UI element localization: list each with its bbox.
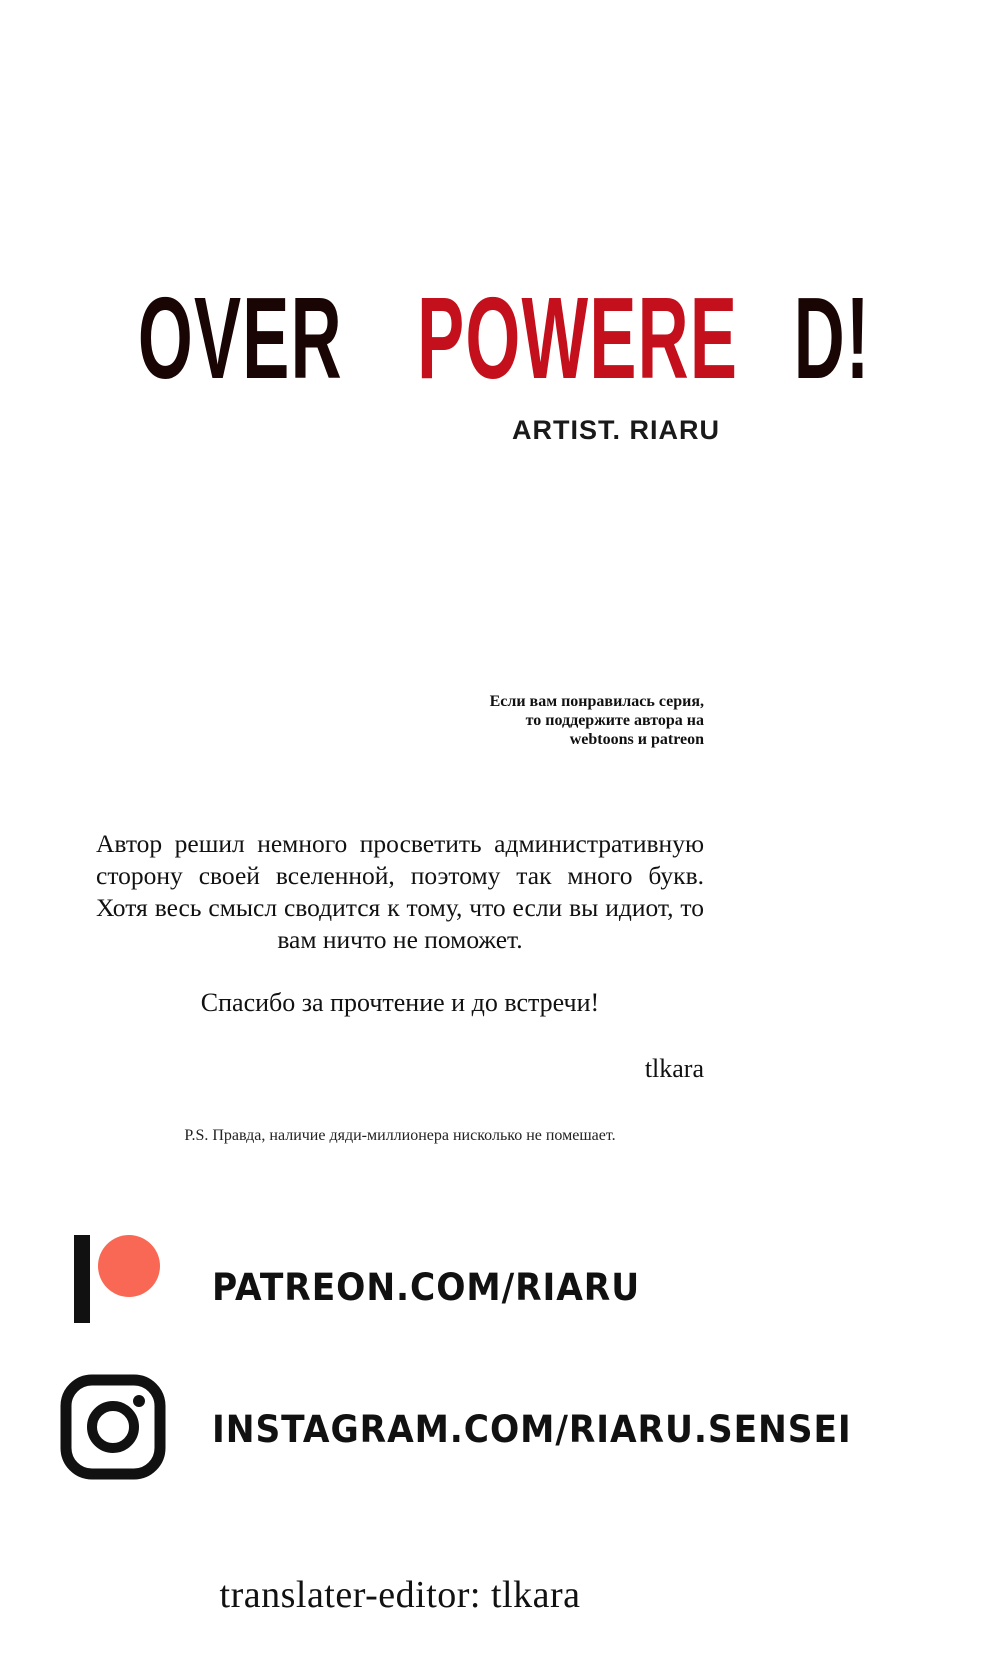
- patreon-link-label: PATREON.COM/RIARU: [212, 1266, 641, 1309]
- title-part-over: OVER: [137, 273, 343, 403]
- translator-credits: translater-editor: tlkara: [219, 1574, 581, 1616]
- support-note-line: то поддержите автора на: [525, 712, 704, 729]
- patreon-link[interactable]: [212, 1266, 672, 1309]
- title-part-d: D!: [794, 273, 871, 403]
- patreon-icon-circle: [98, 1235, 160, 1297]
- title-part-powere: POWERE: [416, 273, 738, 403]
- signature: tlkara: [644, 1054, 704, 1083]
- support-note-line: webtoons и patreon: [569, 731, 704, 748]
- patreon-icon: [74, 1235, 164, 1325]
- thanks-text: Спасибо за прочтение и до встречи!: [200, 988, 600, 1017]
- postscript: P.S. Правда, наличие дяди-миллионера нисколько не помешает.: [184, 1127, 616, 1144]
- support-note-line: Если вам понравилась серия,: [489, 693, 704, 710]
- artist-credit: ARTIST. RIARU: [512, 415, 720, 445]
- instagram-link[interactable]: [212, 1408, 900, 1451]
- instagram-icon: [60, 1374, 166, 1480]
- support-note: [490, 692, 704, 749]
- translator-message: Автор решил немного просветить административную сторону своей вселенной, поэтому так много букв. Хотя весь смысл сводится к тому, что если вы идиот, то вам ничто не поможет.: [96, 829, 704, 954]
- instagram-link-label: INSTAGRAM.COM/RIARU.SENSEI: [212, 1408, 852, 1451]
- comic-title: [0, 273, 871, 403]
- patreon-icon-bar: [74, 1235, 90, 1323]
